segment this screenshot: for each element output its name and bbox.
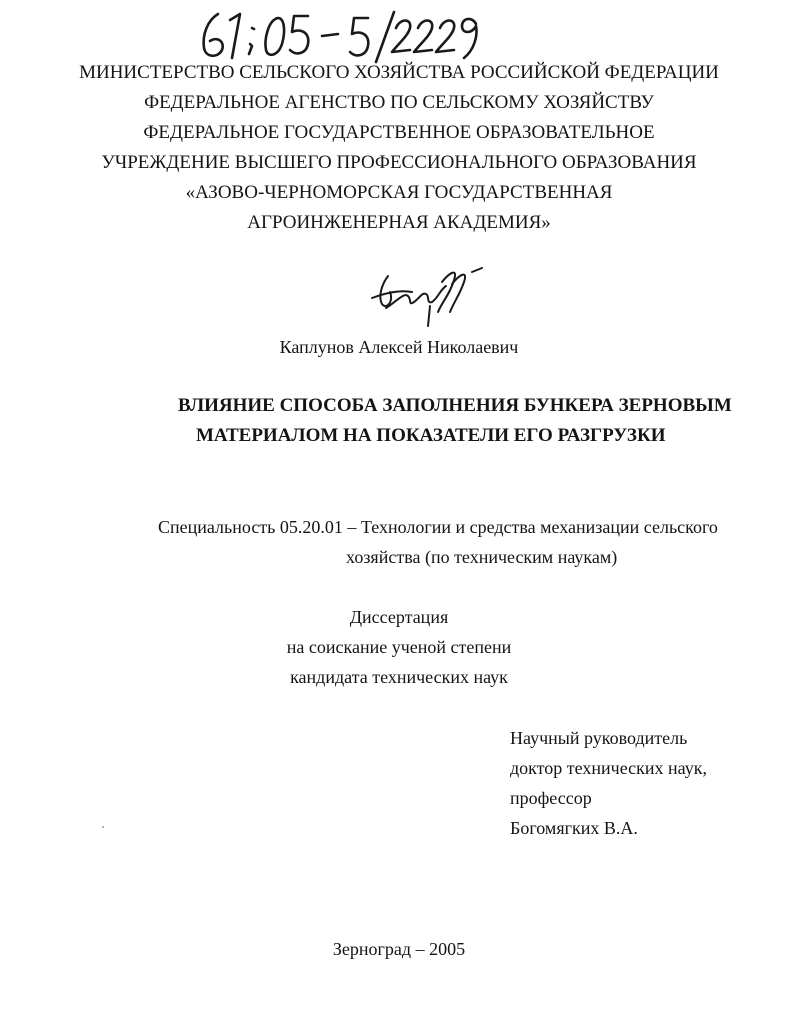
agency-name: ФЕДЕРАЛЬНОЕ АГЕНСТВО ПО СЕЛЬСКОМУ ХОЗЯЙСТВУ bbox=[144, 92, 654, 113]
dissertation-title-line2: МАТЕРИАЛОМ НА ПОКАЗАТЕЛИ ЕГО РАЗГРУЗКИ bbox=[196, 425, 666, 446]
degree-name: кандидата технических наук bbox=[290, 667, 508, 687]
supervisor-label: Научный руководитель bbox=[510, 728, 688, 748]
author-signature bbox=[368, 262, 490, 330]
institution-type-line2: УЧРЕЖДЕНИЕ ВЫСШЕГО ПРОФЕССИОНАЛЬНОГО ОБРАЗОВАНИЯ bbox=[101, 152, 697, 173]
dissertation-title-line1: ВЛИЯНИЕ СПОСОБА ЗАПОЛНЕНИЯ БУНКЕРА ЗЕРНОВЫМ bbox=[178, 395, 732, 416]
supervisor-rank: профессор bbox=[510, 788, 592, 808]
supervisor-name: Богомягких В.А. bbox=[510, 818, 638, 838]
ministry-name: МИНИСТЕРСТВО СЕЛЬСКОГО ХОЗЯЙСТВА РОССИЙСКОЙ ФЕДЕРАЦИИ bbox=[79, 62, 719, 83]
supervisor-degree: доктор технических наук, bbox=[510, 758, 707, 778]
scan-speck bbox=[102, 826, 104, 828]
specialty-line2: хозяйства (по техническим наукам) bbox=[346, 547, 618, 567]
city-year: Зерноград – 2005 bbox=[332, 939, 466, 959]
specialty-line1: Специальность 05.20.01 – Технологии и средства механизации сельского bbox=[158, 517, 718, 537]
degree-purpose: на соискание ученой степени bbox=[286, 637, 512, 657]
document-type: Диссертация bbox=[349, 607, 449, 627]
academy-name-line1: «АЗОВО-ЧЕРНОМОРСКАЯ ГОСУДАРСТВЕННАЯ bbox=[185, 182, 613, 203]
handwritten-archive-number bbox=[196, 10, 486, 64]
institution-type-line1: ФЕДЕРАЛЬНОЕ ГОСУДАРСТВЕННОЕ ОБРАЗОВАТЕЛЬНОЕ bbox=[143, 122, 655, 143]
academy-name-line2: АГРОИНЖЕНЕРНАЯ АКАДЕМИЯ» bbox=[247, 212, 551, 233]
author-name: Каплунов Алексей Николаевич bbox=[279, 337, 519, 357]
